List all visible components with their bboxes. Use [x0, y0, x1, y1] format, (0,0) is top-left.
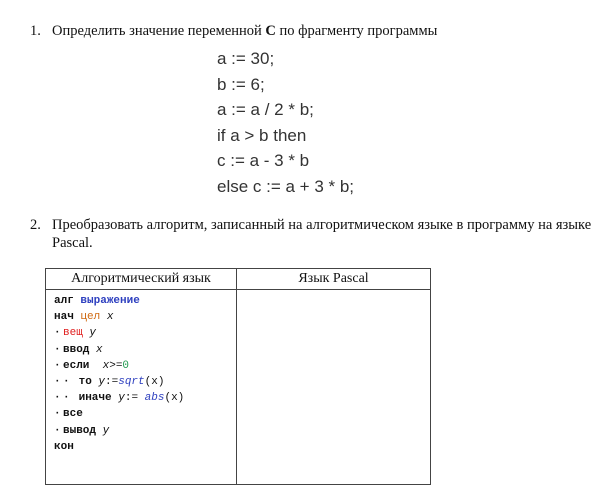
algorithm-name: выражение [80, 295, 140, 307]
task-1-number: 1. [30, 23, 41, 39]
variable: x [102, 359, 110, 372]
function-arg: (x) [144, 375, 165, 388]
col-header-pascal: Язык Pascal [237, 269, 431, 290]
variable: x [96, 343, 103, 356]
task-1-variable: C [265, 23, 276, 39]
indent-dot-icon: · [54, 327, 61, 340]
algo-line-10 [54, 439, 236, 455]
indent-dot-icon: · [54, 408, 61, 421]
variable: y [98, 375, 106, 388]
keyword: нач [54, 311, 74, 324]
task-2-number: 2. [30, 217, 41, 233]
code-line: a := 30; [217, 49, 275, 68]
algorithm-listing [46, 290, 236, 455]
task-2 [30, 216, 610, 256]
code-line: c := a - 3 * b [217, 151, 310, 170]
code-line: a := a / 2 * b; [217, 100, 314, 119]
col-header-algorithmic: Алгоритмический язык [46, 269, 237, 290]
variable: y [89, 327, 97, 340]
algo-line-4 [54, 342, 236, 358]
task-2-text: Преобразовать алгоритм, записанный на алгоритмическом языке в программу на языке Pascal. [52, 217, 592, 251]
function-name: sqrt [118, 375, 145, 388]
algo-line-2 [54, 309, 236, 325]
keyword: вывод [63, 424, 97, 437]
algo-line-1 [54, 293, 236, 309]
algo-line-7 [54, 390, 236, 406]
conversion-table [45, 268, 431, 485]
table-header-row [46, 269, 431, 290]
keyword: то [78, 375, 92, 388]
indent-dot-icon: · [54, 424, 61, 437]
algo-line-9 [54, 423, 236, 439]
keyword: иначе [78, 392, 112, 405]
code-fragment [217, 46, 354, 199]
algo-line-8 [54, 406, 236, 422]
variable: y [102, 424, 110, 437]
code-line: b := 6; [217, 74, 265, 94]
keyword: кон [54, 440, 74, 453]
task-1-text-before: Определить значение переменной [52, 23, 266, 39]
keyword: все [63, 408, 83, 421]
variable: x [106, 311, 114, 324]
algo-line-6 [54, 374, 236, 390]
number: 0 [122, 359, 130, 372]
keyword: алг [54, 295, 74, 307]
keyword: ввод [63, 343, 90, 356]
keyword: если [63, 359, 90, 372]
task-1 [30, 22, 590, 42]
indent-dot-icon: · [54, 375, 61, 388]
task-1-text [52, 22, 437, 40]
indent-dot-icon: · [63, 392, 70, 405]
operator: := [105, 375, 119, 388]
indent-dot-icon: · [54, 392, 61, 405]
pascal-cell[interactable] [237, 290, 431, 485]
algorithm-cell [46, 290, 237, 485]
indent-dot-icon: · [54, 343, 61, 356]
algo-line-3 [54, 325, 236, 341]
variable: y [118, 392, 125, 405]
code-line: if a > b then [217, 125, 307, 145]
operator: := [124, 392, 139, 405]
type-keyword: цел [80, 311, 101, 324]
indent-dot-icon: · [63, 375, 70, 388]
indent-dot-icon: · [54, 359, 61, 372]
function-arg: (x) [164, 392, 185, 405]
function-name: abs [144, 392, 165, 405]
operator: >= [109, 359, 123, 372]
task-1-text-after: по фрагменту программы [275, 23, 438, 39]
table-row [46, 290, 431, 485]
algo-line-5 [54, 358, 236, 374]
code-line: else c := a + 3 * b; [217, 176, 355, 196]
type-keyword: вещ [63, 327, 83, 340]
